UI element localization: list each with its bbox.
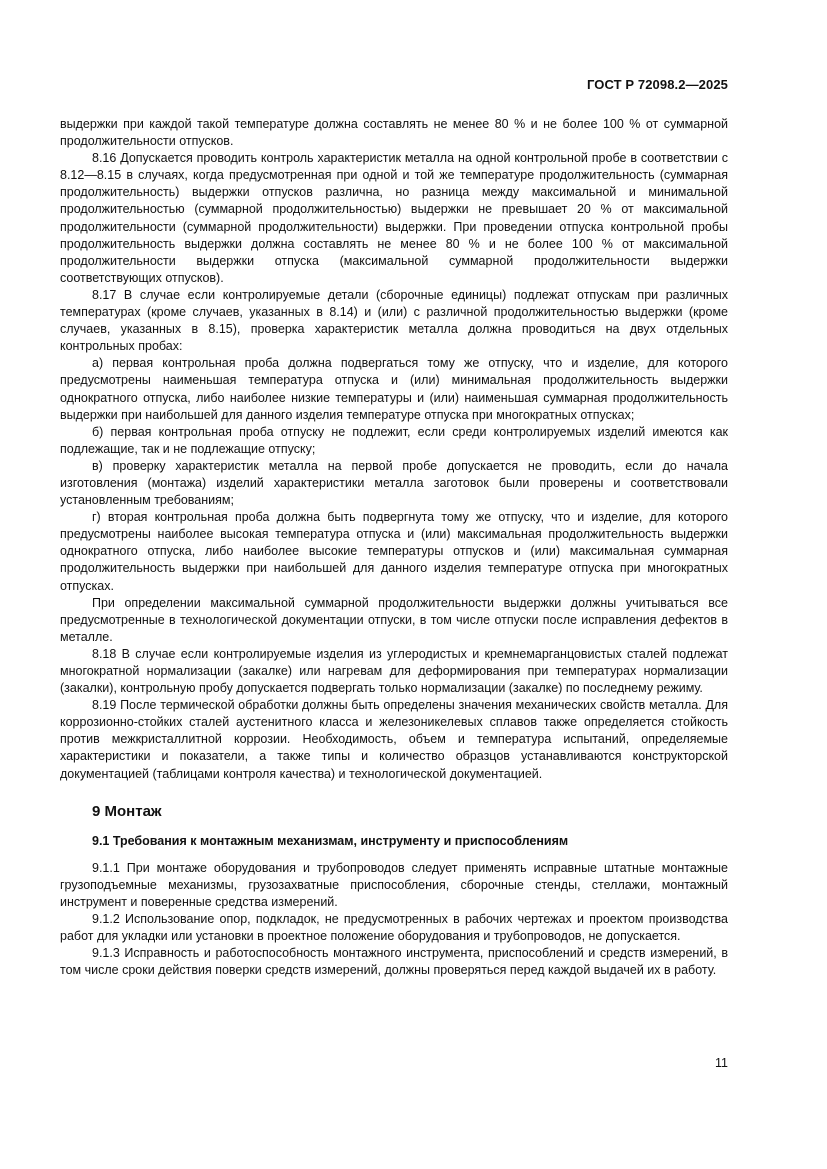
paragraph: в) проверку характеристик металла на первой пробе допускается не проводить, если до начала изготовления (монтажа) изделий характеристики металла заготовок были проверены и соответствовали установленным требованиям;	[60, 458, 728, 508]
subsection-heading: 9.1 Требования к монтажным механизмам, инструменту и приспособлениям	[92, 833, 569, 848]
paragraph: 8.16 Допускается проводить контроль характеристик металла на одной контрольной пробе в соответствии с 8.12—8.15 в случаях, когда предусмотренная при одной и той же температуре продолжительность (суммарная продолжительность) выдержки отпусков различна, но разница между максимальной и минимальной продолжительностью (суммарной продолжительностью) выдержки не превышает 20 % от максимальной продолжительности (суммарной продолжительности) выдержки. При проведении отпуска контрольной пробы продолжительность выдержки должна составлять не менее 80 % и не более 100 % от максимальной продолжительности выдержки отпуска (максимальной суммарной продолжительности выдержки соответствующих отпусков).	[60, 151, 728, 285]
paragraph: 9.1.1 При монтаже оборудования и трубопроводов следует применять исправные штатные монтажные грузоподъемные механизмы, грузозахватные приспособления, сборочные стенды, стеллажи, монтажный инструмент и поверенные средства измерений.	[60, 860, 728, 910]
paragraph: 8.17 В случае если контролируемые детали (сборочные единицы) подлежат отпускам при различных температурах (кроме случаев, указанных в 8.14) и (или) с различной продолжительностью выдержки (кроме случаев, указанных в 8.15), проверка характеристик металла должна проводиться на двух отдельных контрольных пробах:	[60, 287, 728, 354]
paragraph: б) первая контрольная проба отпуску не подлежит, если среди контролируемых изделий имеются как подлежащие, так и не подлежащие отпуску;	[60, 424, 728, 456]
paragraph: г) вторая контрольная проба должна быть подвергнута тому же отпуску, что и изделие, для которого предусмотрены наиболее высокая температура отпуска и (или) максимальная продолжительность выдержки однократного отпуска, либо наиболее высокие температуры отпусков и (или) максимальная суммарная продолжительность выдержки при наибольшей для данного изделия температуре отпуска при многократных отпусках.	[60, 510, 728, 593]
paragraph: а) первая контрольная проба должна подвергаться тому же отпуску, что и изделие, для которого предусмотрены наименьшая температура отпуска и (или) минимальная продолжительность выдержки однократного отпуска, либо наиболее низкие температуры и (или) наименьшая суммарная продолжительность выдержки при наибольшей для данного изделия температуре отпуска при многократных отпусках;	[60, 356, 728, 422]
paragraph: 8.18 В случае если контролируемые изделия из углеродистых и кремнемарганцовистых сталей подлежат многократной нормализации (закалке) или нагревам для деформирования при температурах нормализации (закалки), контрольную пробу допускается подвергать только нормализации (закалке) по последнему режиму.	[60, 646, 728, 696]
paragraph: 9.1.2 Использование опор, подкладок, не предусмотренных в рабочих чертежах и проектом производства работ для укладки или установки в проектное положение оборудования и трубопроводов, не допускается.	[60, 912, 728, 944]
page-number: 11	[715, 1056, 728, 1070]
paragraphs-section-8	[60, 116, 728, 783]
document-body	[60, 116, 728, 980]
paragraph: выдержки при каждой такой температуре должна составлять не менее 80 % и не более 100 % от суммарной продолжительности отпусков.	[60, 117, 728, 149]
paragraphs-section-9	[60, 860, 728, 980]
section-heading: 9 Монтаж	[92, 802, 162, 820]
document-header-id: ГОСТ Р 72098.2—2025	[586, 77, 728, 92]
paragraph: При определении максимальной суммарной продолжительности выдержки должны учитываться все предусмотренные в технологической документации отпуски, в том числе отпуски после исправления дефектов в металле.	[60, 595, 728, 644]
paragraph: 9.1.3 Исправность и работоспособность монтажного инструмента, приспособлений и средств измерений, в том числе сроки действия поверки средств измерений, должны проверяться перед каждой выдачей их в работу.	[60, 946, 728, 978]
paragraph: 8.19 После термической обработки должны быть определены значения механических свойств металла. Для коррозионно-стойких сталей аустенитного класса и железоникелевых сплавов также определяется стойкость против межкристаллитной коррозии. Необходимость, объем и температура испытаний, определяемые характеристики и показатели, а также типы и количество образцов устанавливаются конструкторской документацией (таблицами контроля качества) и технологической документацией.	[60, 698, 728, 781]
